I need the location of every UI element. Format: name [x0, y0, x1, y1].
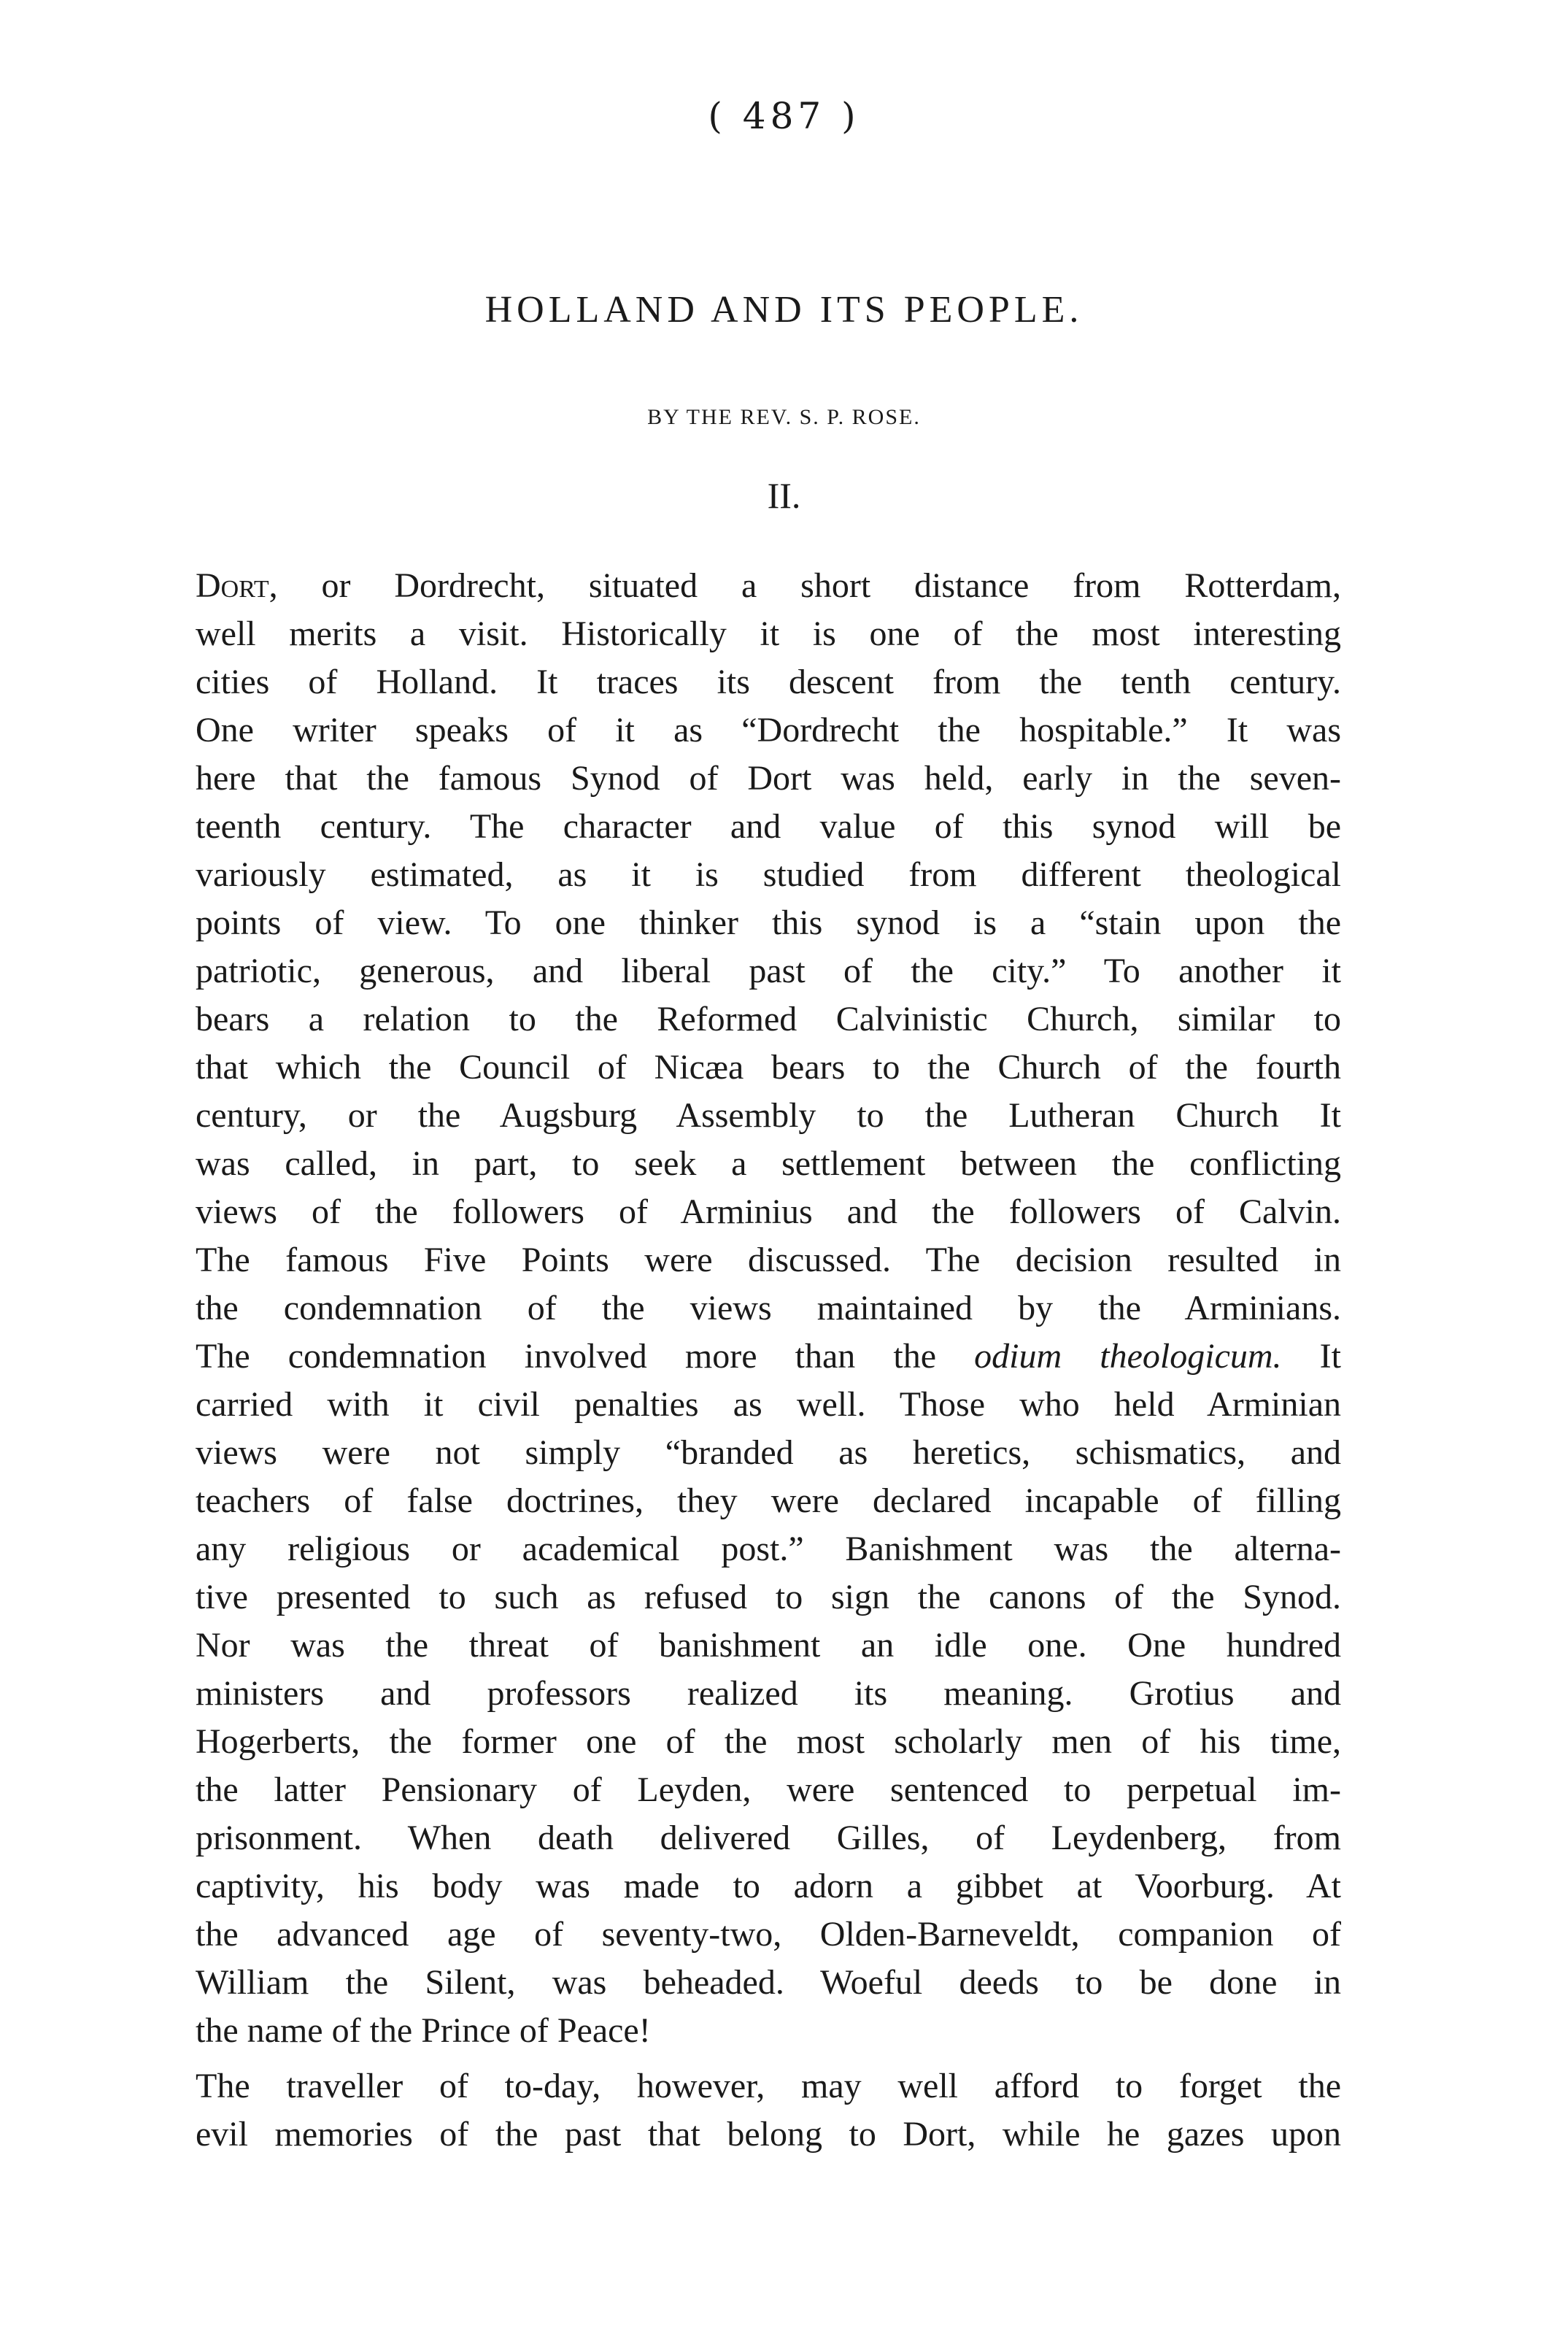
italic-phrase: odium theologicum. [974, 1337, 1282, 1376]
text-line: century, or the Augsburg Assembly to the Lutheran Church It [196, 1096, 1341, 1135]
text-line: cities of Holland. It traces its descent from the tenth century. [196, 663, 1341, 701]
text-line: patriotic, generous, and liberal past of the city.” To another it [196, 952, 1341, 990]
text-line: teenth century. The character and value of this synod will be [196, 807, 1341, 846]
text-line: teachers of false doctrines, they were declared incapable of filling [196, 1481, 1341, 1520]
text-line: prisonment. When death delivered Gilles, of Leydenberg, from [196, 1819, 1341, 1857]
text-line: the name of the Prince of Peace! [196, 2011, 651, 2050]
section-numeral: II. [767, 475, 801, 516]
text-line: that which the Council of Nicæa bears to the Church of the fourth [196, 1048, 1341, 1087]
text-line: One writer speaks of it as “Dordrecht the hospitable.” It was [196, 711, 1341, 749]
text-line: captivity, his body was made to adorn a gibbet at Voorburg. At [196, 1867, 1341, 1905]
text-line [196, 562, 1341, 610]
line-text: It [1281, 1337, 1342, 1376]
lead-word: Dort, [196, 566, 278, 605]
text-line: well merits a visit. Historically it is one of the most interesting [196, 614, 1341, 653]
text-line: bears a relation to the Reformed Calvinistic Church, similar to [196, 1000, 1341, 1038]
text-line: any religious or academical post.” Banishment was the alterna- [196, 1530, 1341, 1568]
text-line: here that the famous Synod of Dort was held, early in the seven- [196, 759, 1341, 798]
article-title: HOLLAND AND ITS PEOPLE. [484, 289, 1084, 331]
text-line: William the Silent, was beheaded. Woeful deeds to be done in [196, 1963, 1341, 2002]
text-line: tive presented to such as refused to sign the canons of the Synod. [196, 1578, 1341, 1616]
text-line [196, 1333, 1341, 1381]
text-line: Nor was the threat of banishment an idle one. One hundred [196, 1626, 1341, 1665]
text-line: The famous Five Points were discussed. The decision resulted in [196, 1241, 1341, 1279]
text-line: points of view. To one thinker this synod is a “stain upon the [196, 903, 1341, 942]
line-text: or Dordrecht, situated a short distance from Rotterdam, [277, 566, 1341, 605]
line-text: The condemnation involved more than the [196, 1337, 975, 1376]
article-body [196, 562, 1341, 2159]
text-line: evil memories of the past that belong to Dort, while he gazes upon [196, 2115, 1341, 2154]
text-line: the advanced age of seventy-two, Olden-Barneveldt, companion of [196, 1915, 1341, 1954]
text-line: was called, in part, to seek a settlement between the conflicting [196, 1144, 1341, 1183]
text-line: views were not simply “branded as heretics, schismatics, and [196, 1433, 1341, 1472]
article-byline: BY THE REV. S. P. ROSE. [647, 405, 921, 429]
text-line: the latter Pensionary of Leyden, were sentenced to perpetual im- [196, 1770, 1341, 1809]
text-line: the condemnation of the views maintained by the Arminians. [196, 1289, 1341, 1327]
paragraph-gap [196, 2055, 1341, 2062]
text-line: views of the followers of Arminius and the followers of Calvin. [196, 1192, 1341, 1231]
page-number: ( 487 ) [708, 95, 860, 137]
text-line: The traveller of to-day, however, may well afford to forget the [196, 2067, 1341, 2105]
text-line: Hogerberts, the former one of the most scholarly men of his time, [196, 1722, 1341, 1761]
text-line: ministers and professors realized its meaning. Grotius and [196, 1674, 1341, 1713]
text-line: carried with it civil penalties as well. Those who held Arminian [196, 1385, 1341, 1424]
text-line: variously estimated, as it is studied from different theological [196, 855, 1341, 894]
